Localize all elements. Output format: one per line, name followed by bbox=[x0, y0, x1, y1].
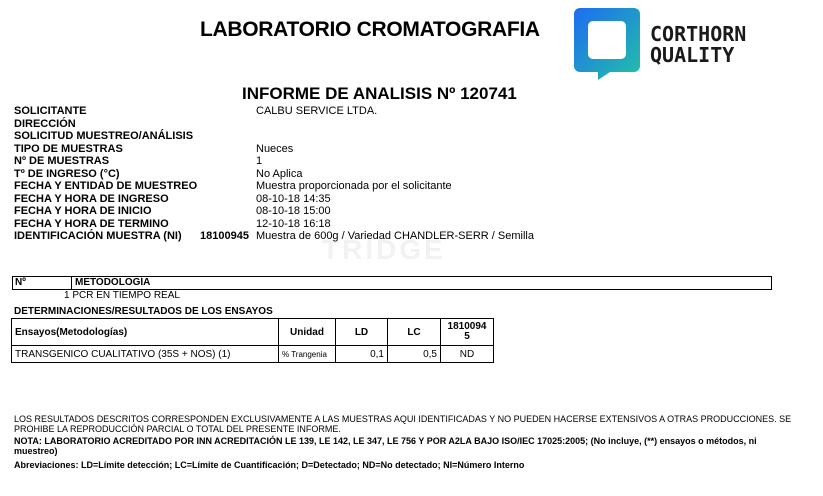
field-label-direccion: DIRECCIÓN bbox=[14, 117, 76, 130]
results-cell-ld: 0,1 bbox=[336, 346, 388, 363]
methodology-row bbox=[64, 290, 180, 301]
field-label-entidad-muestreo: FECHA Y ENTIDAD DE MUESTREO bbox=[14, 180, 198, 192]
results-col-sample-line2: 5 bbox=[464, 331, 470, 342]
methodology-row-method: PCR EN TIEMPO REAL bbox=[72, 290, 180, 301]
field-label-solicitante: SOLICITANTE bbox=[14, 105, 87, 117]
results-col-unidad: Unidad bbox=[279, 319, 336, 346]
brand-name bbox=[650, 24, 746, 66]
results-cell-result: ND bbox=[441, 346, 494, 363]
field-label-solicitud: SOLICITUD MUESTREO/ANÁLISIS bbox=[14, 130, 194, 142]
results-table bbox=[11, 318, 494, 363]
field-label-temp-ingreso: Tº DE INGRESO (°C) bbox=[14, 167, 120, 180]
results-col-sample-line1: 1810094 bbox=[447, 321, 487, 332]
field-value-fecha-termino: 12-10-18 16:18 bbox=[256, 217, 331, 230]
field-label-identificacion: IDENTIFICACIÓN MUESTRA (NI) bbox=[14, 230, 182, 242]
methodology-col-method: METODOLOGÍA bbox=[75, 277, 151, 288]
results-cell-ensayo: TRANSGENICO CUALITATIVO (35S + NOS) (1) bbox=[12, 346, 279, 363]
field-value-solicitante: CALBU SERVICE LTDA. bbox=[256, 105, 378, 117]
results-col-ensayo: Ensayos(Metodologías) bbox=[12, 319, 279, 346]
field-label-fecha-inicio: FECHA Y HORA DE INICIO bbox=[14, 205, 152, 217]
field-label-num-muestras: Nº DE MUESTRAS bbox=[14, 155, 110, 167]
methodology-divider bbox=[71, 277, 72, 289]
results-header-row bbox=[12, 319, 494, 346]
results-cell-lc: 0,5 bbox=[388, 346, 441, 363]
methodology-row-n: 1 bbox=[64, 290, 70, 301]
field-label-tipo-muestras: TIPO DE MUESTRAS bbox=[14, 142, 123, 155]
footer-abbreviations: Abreviaciones: LD=Límite detección; LC=Límite de Cuantificación; D=Detectado; ND=No detectado; NI=Número Interno bbox=[14, 460, 525, 470]
brand-line-1: CORTHORN bbox=[650, 22, 747, 46]
field-label-fecha-ingreso: FECHA Y HORA DE INGRESO bbox=[14, 192, 169, 205]
results-cell-unidad: % Trangenia bbox=[279, 346, 336, 363]
field-value-identificacion: Muestra de 600g / Variedad CHANDLER-SERR / Semilla bbox=[256, 230, 534, 242]
field-value-temp-ingreso: No Aplica bbox=[256, 167, 303, 180]
footer-note: NOTA: LABORATORIO ACREDITADO POR INN ACREDITACIÓN LE 139, LE 142, LE 347, LE 756 Y POR A2LA BAJO ISO/IEC 17025:2005; (No incluye, (**) ensayos o métodos, ni muestreo) bbox=[14, 436, 757, 456]
corthorn-logo-icon bbox=[574, 8, 640, 80]
results-title: DETERMINACIONES/RESULTADOS DE LOS ENSAYOS bbox=[14, 306, 273, 317]
watermark: TRIDGE bbox=[322, 234, 446, 265]
field-value-fecha-inicio: 08-10-18 15:00 bbox=[256, 205, 331, 217]
field-value-fecha-ingreso: 08-10-18 14:35 bbox=[256, 192, 331, 205]
methodology-header bbox=[12, 276, 772, 290]
field-label-fecha-termino: FECHA Y HORA DE TERMINO bbox=[14, 217, 169, 230]
results-col-ld: LD bbox=[336, 319, 388, 346]
lab-title: LABORATORIO CROMATOGRAFIA bbox=[200, 18, 540, 41]
field-value-tipo-muestras: Nueces bbox=[256, 142, 294, 155]
footer-disclaimer: LOS RESULTADOS DESCRITOS CORRESPONDEN EXCLUSIVAMENTE A LAS MUESTRAS AQUI IDENTIFICADAS Y NO PUEDEN HACERSE EXTENSIVOS A OTRAS PRODUCCIONES. SE PROHIBE LA REPRODUCCIÓN PARCIAL O TOTAL DEL PRESENTE INFORME. bbox=[14, 414, 792, 434]
field-value-entidad-muestreo: Muestra proporcionada por el solicitante bbox=[256, 180, 452, 192]
field-value-num-muestras: 1 bbox=[256, 155, 263, 167]
methodology-col-n: Nº bbox=[15, 277, 26, 288]
results-col-sample bbox=[441, 319, 494, 346]
results-col-lc: LC bbox=[388, 319, 441, 346]
brand-line-2: QUALITY bbox=[650, 43, 735, 67]
report-title: INFORME DE ANALISIS Nº 120741 bbox=[242, 84, 517, 103]
table-row bbox=[12, 346, 494, 363]
field-ni-number: 18100945 bbox=[200, 230, 249, 242]
